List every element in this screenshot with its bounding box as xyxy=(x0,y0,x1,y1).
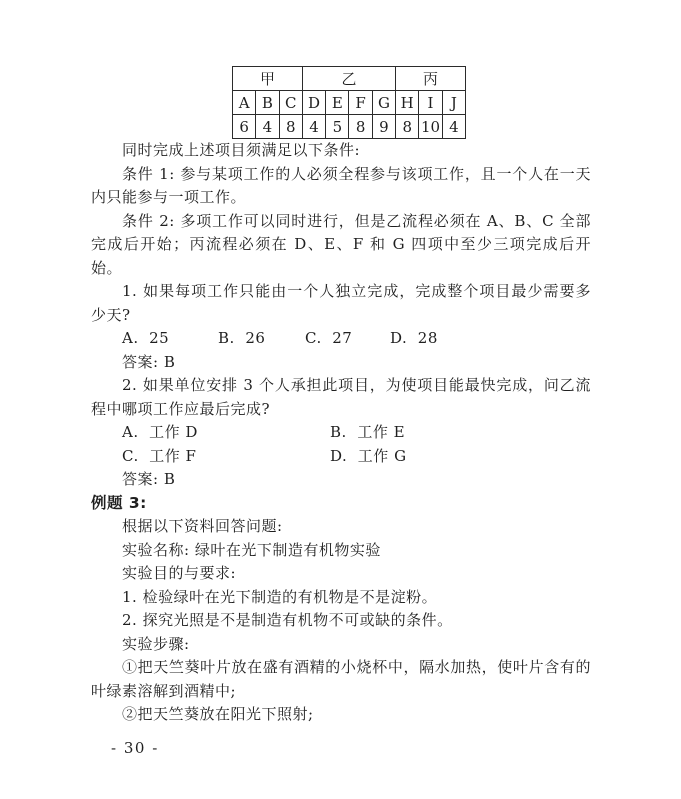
table-cell-value: 4 xyxy=(442,115,465,139)
question-2-text: 2. 如果单位安排 3 个人承担此项目，为使项目能最快完成，问乙流程中哪项工作应最后完成? xyxy=(91,376,591,418)
table-cell-letter: F xyxy=(349,91,372,115)
document-content xyxy=(91,0,591,727)
page-number: - 30 - xyxy=(111,739,159,757)
q1-option-b: B. 26 xyxy=(218,329,266,347)
table-cell-value: 10 xyxy=(419,115,442,139)
q1-option-d: D. 28 xyxy=(390,329,438,347)
table-cell-letter: D xyxy=(302,91,325,115)
table-cell-letter: G xyxy=(372,91,395,115)
table-cell-value: 6 xyxy=(233,115,256,139)
intro-line: 同时完成上述项目须满足以下条件: xyxy=(122,141,361,159)
table-cell-value: 4 xyxy=(256,115,279,139)
question-1-options xyxy=(91,327,591,351)
example-3-line: 1. 检验绿叶在光下制造的有机物是不是淀粉。 xyxy=(122,587,438,606)
example-3-line: 实验名称: 绿叶在光下制造有机物实验 xyxy=(122,540,381,559)
q1-option-c: C. 27 xyxy=(305,329,353,347)
example-3-line: ①把天竺葵叶片放在盛有酒精的小烧杯中，隔水加热，使叶片含有的叶绿素溶解到酒精中; xyxy=(91,658,591,700)
condition-1: 条件 1: 参与某项工作的人必须全程参与该项工作，且一个人在一天内只能参与一项工作。 xyxy=(91,164,591,206)
table-cell-value: 8 xyxy=(279,115,302,139)
q2-option-d: D. 工作 G xyxy=(330,446,407,465)
table-cell-value: 5 xyxy=(326,115,349,139)
project-schedule-table xyxy=(232,66,466,139)
table-cell-letter: A xyxy=(233,91,256,115)
table-cell-letter: B xyxy=(256,91,279,115)
table-cell-letter: E xyxy=(326,91,349,115)
example-3-line: 根据以下资料回答问题: xyxy=(122,517,283,535)
q2-option-b: B. 工作 E xyxy=(330,423,406,441)
table-cell-value: 4 xyxy=(302,115,325,139)
table-cell-letter: J xyxy=(442,91,465,115)
table-group-jia: 甲 xyxy=(233,67,303,91)
table-cell-value: 8 xyxy=(349,115,372,139)
question-1-text: 1. 如果每项工作只能由一个人独立完成，完成整个项目最少需要多少天? xyxy=(91,282,591,324)
q2-option-c: C. 工作 F xyxy=(122,446,197,465)
table-group-row xyxy=(233,67,466,91)
table-cell-letter: C xyxy=(279,91,302,115)
table-cell-letter: H xyxy=(396,91,419,115)
example-3-line: 实验目的与要求: xyxy=(122,564,237,582)
table-letter-row xyxy=(233,91,466,115)
example-3-line: ②把天竺葵放在阳光下照射; xyxy=(122,705,314,723)
table-group-bing: 丙 xyxy=(396,67,466,91)
example-3-line: 实验步骤: xyxy=(122,634,190,653)
example-3-heading: 例题 3: xyxy=(91,493,147,512)
table-value-row xyxy=(233,115,466,139)
condition-2: 条件 2: 多项工作可以同时进行，但是乙流程必须在 A、B、C 全部完成后开始；丙流程必须在 D、E、F 和 G 四项中至少三项完成后开始。 xyxy=(91,211,591,277)
question-2-answer: 答案: B xyxy=(122,470,176,488)
table-cell-letter: I xyxy=(419,91,442,115)
question-1-answer: 答案: B xyxy=(122,352,176,371)
q1-option-a: A. 25 xyxy=(122,329,170,347)
table-group-yi: 乙 xyxy=(302,67,395,91)
example-3-line: 2. 探究光照是不是制造有机物不可或缺的条件。 xyxy=(122,611,453,629)
q2-option-a: A. 工作 D xyxy=(122,423,198,441)
table-cell-value: 9 xyxy=(372,115,395,139)
question-2-options xyxy=(91,421,591,468)
table-cell-value: 8 xyxy=(396,115,419,139)
